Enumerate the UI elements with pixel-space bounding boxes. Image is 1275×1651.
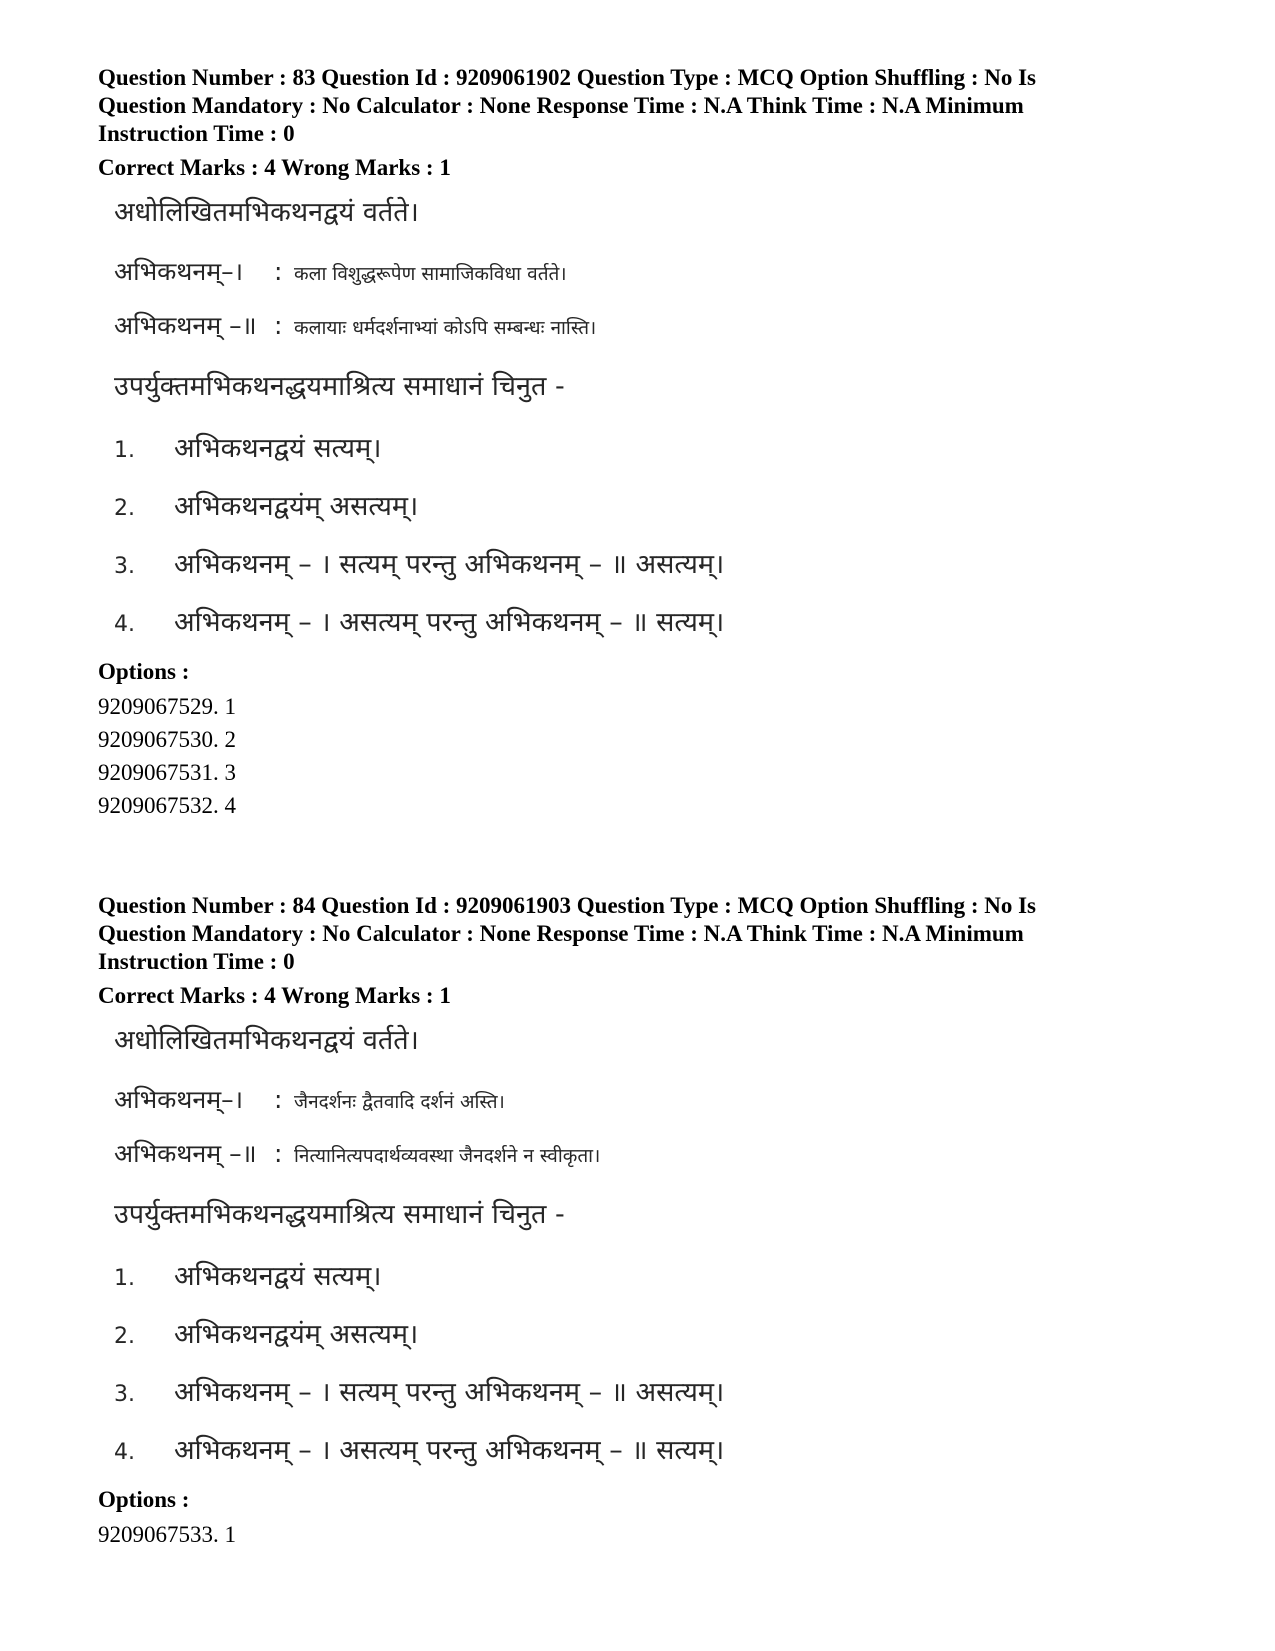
statement-text: कलायाः धर्मदर्शनाभ्यां कोऽपि सम्बन्धः नास्ति। [294,317,597,339]
statement-2 [114,308,596,342]
question-instruction: उपर्युक्तमभिकथनद्धयमाश्रित्य समाधानं चिनुत - [114,1199,565,1230]
question-heading: अधोलिखितमभिकथनद्वयं वर्तते। [114,197,419,228]
choice-item [114,544,724,581]
choice-item [114,428,381,465]
statement-label: अभिकथनम् –॥ [114,1139,257,1168]
statement-text: कला विशुद्धरूपेण सामाजिकविधा वर्तते। [294,263,567,285]
options-label: Options : [98,1487,190,1512]
choice-number: 4. [114,612,135,637]
option-item: 9209067533. 1 [98,1522,236,1547]
statement-label: अभिकथनम्–। [114,257,244,286]
statement-1 [114,1082,505,1116]
statement-colon: : [274,257,283,286]
question-meta [98,64,1188,148]
choice-text: अभिकथनम् – । सत्यम् परन्तु अभिकथनम् – ॥ असत्यम्। [174,549,725,580]
question-marks: Correct Marks : 4 Wrong Marks : 1 [98,983,451,1008]
choice-item [114,602,724,639]
option-item: 9209067530. 2 [98,727,236,752]
choice-text: अभिकथनद्वयंम् असत्यम्। [174,1319,419,1350]
choice-item [114,1256,381,1293]
statement-text: जैनदर्शनः द्वैतवादि दर्शनं अस्ति। [294,1091,505,1113]
question-block [98,64,1188,822]
choice-text: अभिकथनम् – । असत्यम् परन्तु अभिकथनम् – ॥ सत्यम्। [174,1435,725,1466]
options-label: Options : [98,659,190,684]
question-image [114,1010,734,1480]
statement-label: अभिकथनम्–। [114,1085,244,1114]
choice-item [114,486,418,523]
choice-item [114,1372,724,1409]
statement-colon: : [274,1139,283,1168]
statement-1 [114,254,567,288]
choice-number: 4. [114,1440,135,1465]
question-meta-line: Question Mandatory : No Calculator : None Response Time : N.A Think Time : N.A Minimum [98,921,1024,946]
choice-item [114,1430,724,1467]
choice-text: अभिकथनम् – । असत्यम् परन्तु अभिकथनम् – ॥ सत्यम्। [174,607,725,638]
choice-text: अभिकथनद्वयंम् असत्यम्। [174,491,419,522]
question-block [98,892,1188,1551]
choice-text: अभिकथनद्वयं सत्यम्। [174,433,382,464]
statement-colon: : [274,1085,283,1114]
question-meta-line: Instruction Time : 0 [98,121,295,146]
statement-colon: : [274,311,283,340]
statement-text: नित्यानित्यपदार्थव्यवस्था जैनदर्शने न स्वीकृता। [294,1145,601,1167]
choice-number: 1. [114,1266,135,1291]
question-meta-line: Question Number : 84 Question Id : 9209061903 Question Type : MCQ Option Shuffling : No Is [98,893,1037,918]
question-heading: अधोलिखितमभिकथनद्वयं वर्तते। [114,1025,419,1056]
statement-label: अभिकथनम् –॥ [114,311,257,340]
question-meta-line: Question Mandatory : No Calculator : None Response Time : N.A Think Time : N.A Minimum [98,93,1024,118]
choice-text: अभिकथनम् – । सत्यम् परन्तु अभिकथनम् – ॥ असत्यम्। [174,1377,725,1408]
choice-number: 3. [114,554,135,579]
option-item: 9209067532. 4 [98,793,236,818]
choice-item [114,1314,418,1351]
option-item: 9209067531. 3 [98,760,236,785]
option-item: 9209067529. 1 [98,694,236,719]
question-image [114,182,734,652]
question-meta-line: Instruction Time : 0 [98,949,295,974]
question-meta [98,892,1188,976]
choice-number: 3. [114,1382,135,1407]
statement-2 [114,1136,600,1170]
choice-text: अभिकथनद्वयं सत्यम्। [174,1261,382,1292]
choice-number: 2. [114,496,135,521]
question-meta-line: Question Number : 83 Question Id : 9209061902 Question Type : MCQ Option Shuffling : No Is [98,65,1037,90]
choice-number: 1. [114,438,135,463]
choice-number: 2. [114,1324,135,1349]
question-marks: Correct Marks : 4 Wrong Marks : 1 [98,155,451,180]
question-instruction: उपर्युक्तमभिकथनद्धयमाश्रित्य समाधानं चिनुत - [114,371,565,402]
